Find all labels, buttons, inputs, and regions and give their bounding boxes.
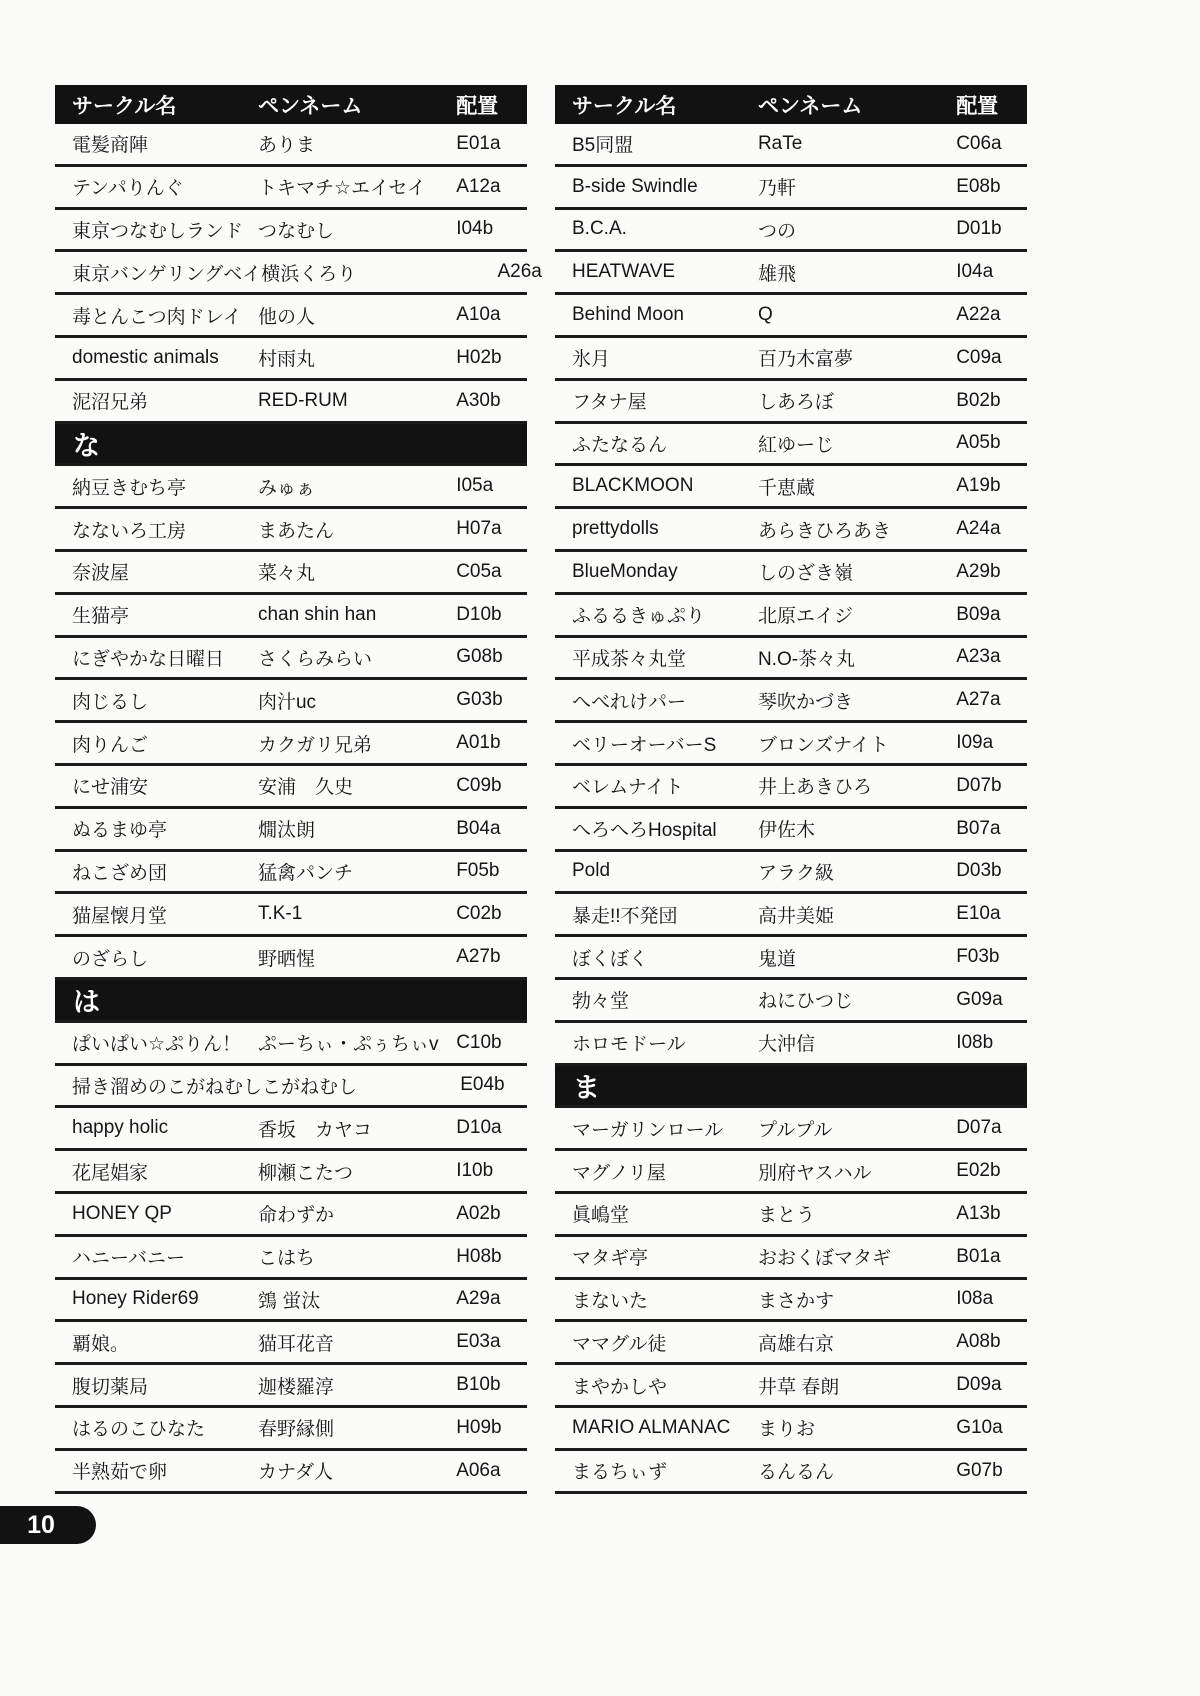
circle-name-cell: domestic animals [72, 346, 219, 368]
placement-cell: I10b [456, 1160, 494, 1182]
circle-name-cell: prettydolls [572, 518, 659, 540]
table-row [55, 1023, 527, 1066]
circle-name-cell: ベレムナイト [572, 777, 684, 799]
pen-name-cell: まあたん [257, 520, 334, 542]
circle-name-cell: ぬるまゆ亭 [72, 820, 168, 842]
circle-name-cell: HEATWAVE [572, 261, 676, 283]
pen-name-cell: 紅ゆーじ [757, 434, 834, 456]
circle-name-cell: はるのこひなた [72, 1419, 206, 1441]
table-row [555, 852, 1027, 895]
table-row [555, 1451, 1027, 1494]
circle-name-cell: 毒とんこつ肉ドレイ [72, 306, 242, 328]
circle-name-cell: ホロモドール [572, 1034, 686, 1056]
table-row [55, 1066, 527, 1109]
pen-name-cell: 井草 春朗 [757, 1376, 840, 1398]
pen-name-cell: カクガリ兄弟 [257, 734, 372, 756]
table-row [55, 124, 527, 167]
placement-cell: A12a [456, 175, 501, 197]
pen-name-cell: プルプル [757, 1119, 833, 1141]
placement-cell: A05b [956, 432, 1001, 454]
placement-cell: I05a [456, 475, 494, 497]
pen-name-cell: 香坂 カヤコ [257, 1119, 372, 1141]
placement-cell: D07a [956, 1117, 1002, 1139]
circle-name-cell: 掃き溜めのこがねむし [72, 1076, 263, 1098]
pen-name-cell: RED-RUM [257, 389, 348, 411]
placement-cell: B07a [956, 817, 1001, 839]
placement-cell: A01b [456, 732, 501, 754]
left-table [55, 85, 542, 1494]
circle-name-cell: へろへろHospital [572, 820, 717, 842]
pen-name-cell: 鬼道 [757, 948, 796, 970]
section-header: は [55, 980, 527, 1023]
circle-name-cell: マタギ亭 [572, 1248, 649, 1270]
placement-cell: B04a [456, 817, 501, 839]
table-row [555, 1151, 1027, 1194]
circle-name-cell: HONEY QP [72, 1202, 172, 1224]
pen-name-cell: T.K-1 [257, 903, 303, 925]
table-row [55, 680, 527, 723]
circle-name-cell: へべれけパー [572, 691, 687, 713]
pen-name-cell: ありま [257, 135, 315, 157]
column-header-placement: 配置 [956, 94, 999, 118]
placement-cell: C09b [456, 774, 502, 796]
table-row [555, 680, 1027, 723]
table-row [555, 809, 1027, 852]
pen-name-cell: 大沖信 [757, 1034, 815, 1056]
circle-name-cell: にぎやかな日曜日 [72, 648, 225, 670]
pen-name-cell: 野晒惺 [257, 948, 315, 970]
placement-cell: G10a [956, 1416, 1003, 1438]
table-row [55, 252, 542, 295]
circle-name-cell: テンパりんぐ [72, 178, 184, 200]
pen-name-cell: ぷーちぃ・ぷぅちぃv [257, 1034, 439, 1056]
pen-name-cell: ねにひつじ [757, 991, 853, 1013]
placement-cell: A10a [456, 304, 501, 326]
pen-name-cell: 猫耳花音 [257, 1333, 334, 1355]
circle-name-cell: 電髪商陣 [72, 135, 149, 157]
placement-cell: D10b [456, 603, 502, 625]
circle-name-cell: B-side Swindle [572, 175, 698, 197]
table-row [555, 1108, 1027, 1151]
pen-name-cell: おおくぼマタギ [757, 1248, 891, 1270]
circle-name-cell: 猫屋懐月堂 [72, 905, 168, 927]
circle-name-cell: Pold [572, 860, 611, 882]
table-row [55, 466, 527, 509]
pen-name-cell: こがねむし [262, 1076, 358, 1098]
placement-cell: B09a [956, 603, 1001, 625]
circle-name-cell: のざらし [72, 948, 149, 970]
pen-name-cell: 北原エイジ [757, 606, 853, 628]
table-row [55, 509, 527, 552]
placement-cell: B01a [956, 1245, 1001, 1267]
placement-cell: A26a [497, 261, 542, 283]
table-row [55, 852, 527, 895]
placement-cell: H07a [456, 518, 502, 540]
pen-name-cell: 村雨丸 [257, 349, 315, 371]
table-row [55, 381, 527, 424]
circle-name-cell: Honey Rider69 [72, 1288, 199, 1310]
column-header-circle: サークル名 [72, 94, 177, 118]
placement-cell: C09a [956, 346, 1002, 368]
table-row [555, 980, 1027, 1023]
placement-cell: B02b [956, 389, 1001, 411]
pen-name-cell: 琴吹かづき [757, 691, 853, 713]
circle-name-cell: 半熟茹で卵 [72, 1462, 168, 1484]
table-header [555, 85, 1027, 124]
placement-cell: A29b [956, 560, 1001, 582]
placement-cell: C06a [956, 132, 1002, 154]
pen-name-cell: ブロンズナイト [757, 734, 889, 756]
pen-name-cell: 春野縁側 [257, 1419, 334, 1441]
placement-cell: B10b [456, 1374, 501, 1395]
right-table-body [555, 124, 1027, 1494]
placement-cell: I09a [956, 732, 994, 754]
table-row [555, 1280, 1027, 1323]
circle-name-cell: ふるるきゅぷり [572, 606, 706, 628]
table-row [555, 295, 1027, 338]
pen-name-cell: つの [757, 220, 796, 242]
placement-cell: E02b [956, 1160, 1001, 1182]
column-header-circle: サークル名 [572, 94, 677, 118]
pen-name-cell: みゅぁ [257, 477, 315, 499]
circle-name-cell: 生猫亭 [72, 606, 130, 628]
pen-name-cell: アラク級 [757, 862, 834, 884]
circle-name-cell: ふたなるん [572, 434, 668, 456]
table-row [555, 595, 1027, 638]
circle-name-cell: 東京つなむしランド [72, 220, 244, 242]
pen-name-cell: 乃軒 [757, 178, 796, 200]
table-row [555, 1194, 1027, 1237]
circle-name-cell: 肉じるし [72, 691, 149, 713]
table-row [55, 295, 527, 338]
placement-cell: G07b [956, 1459, 1003, 1481]
table-header [55, 85, 527, 124]
table-row [555, 937, 1027, 980]
table-row [555, 210, 1027, 253]
pen-name-cell: カナダ人 [257, 1462, 334, 1484]
pen-name-cell: Q [757, 304, 773, 326]
table-row [555, 1322, 1027, 1365]
table-row [55, 1451, 527, 1494]
circle-name-cell: ママグル徒 [572, 1333, 667, 1355]
circle-name-cell: 暴走!!不発団 [572, 905, 678, 927]
placement-cell: A27a [956, 689, 1001, 711]
pen-name-cell: 別府ヤスハル [757, 1162, 872, 1184]
placement-cell: G09a [956, 988, 1003, 1010]
placement-cell: G03b [456, 689, 503, 711]
circle-name-cell: ねこざめ団 [72, 862, 168, 884]
table-row [55, 723, 527, 766]
table-row [555, 252, 1027, 295]
circle-name-cell: 平成茶々丸堂 [572, 648, 687, 670]
placement-cell: I04b [456, 218, 494, 240]
pen-name-cell: 猛禽パンチ [257, 862, 353, 884]
placement-cell: A13b [956, 1202, 1001, 1224]
table-row [55, 809, 527, 852]
placement-cell: A27b [456, 946, 501, 968]
pen-name-cell: 千恵蔵 [757, 477, 815, 499]
table-row [555, 638, 1027, 681]
placement-cell: E08b [956, 175, 1001, 197]
placement-cell: C10b [456, 1031, 502, 1053]
circle-name-cell: Behind Moon [572, 304, 684, 326]
circle-name-cell: 奈波屋 [72, 563, 130, 585]
pen-name-cell: まさかす [757, 1290, 834, 1312]
pen-name-cell: 命わずか [257, 1205, 334, 1227]
table-row [555, 1365, 1027, 1408]
circle-name-cell: 納豆きむち亭 [72, 477, 187, 499]
table-row [55, 766, 527, 809]
pen-name-cell: トキマチ☆エイセイ [257, 178, 426, 200]
pen-name-cell: 燗汰朗 [257, 820, 315, 842]
placement-cell: F03b [956, 946, 1000, 968]
pen-name-cell: しのざき嶺 [757, 563, 853, 585]
placement-cell: I04a [956, 261, 994, 283]
placement-cell: D10a [456, 1117, 502, 1139]
table-row [55, 338, 527, 381]
pen-name-cell: つなむし [257, 220, 334, 242]
table-row [55, 638, 527, 681]
circle-name-cell: 東京バンゲリングベイ横浜 [72, 263, 300, 285]
pen-name-cell: 高井美姫 [757, 905, 834, 927]
pen-name-cell: まとう [757, 1205, 815, 1227]
placement-cell: D01b [956, 218, 1002, 240]
placement-cell: A24a [956, 518, 1001, 540]
table-row [55, 937, 527, 980]
placement-cell: A22a [956, 304, 1001, 326]
circle-name-cell: まるちぃず [572, 1462, 668, 1484]
circle-name-cell: 花尾娼家 [72, 1162, 149, 1184]
pen-name-cell: まりお [757, 1419, 815, 1441]
placement-cell: A23a [956, 646, 1001, 668]
circle-name-cell: まやかしや [572, 1376, 668, 1398]
table-row [55, 1108, 527, 1151]
pen-name-cell: 菜々丸 [257, 563, 315, 585]
table-row [55, 1322, 527, 1365]
circle-name-cell: B5同盟 [572, 135, 634, 157]
placement-cell: D03b [956, 860, 1002, 882]
page-number-badge: 10 [0, 1506, 96, 1544]
table-row [555, 338, 1027, 381]
table-row [555, 1408, 1027, 1451]
placement-cell: C05a [456, 560, 502, 582]
placement-cell: A29a [456, 1288, 501, 1310]
pen-name-cell: 他の人 [257, 306, 315, 328]
circle-name-cell: happy holic [72, 1117, 169, 1139]
placement-cell: I08b [956, 1031, 994, 1053]
circle-name-cell: 肉りんご [72, 734, 149, 756]
table-row [55, 1194, 527, 1237]
table-row [555, 894, 1027, 937]
table-row [55, 210, 527, 253]
placement-cell: E04b [460, 1074, 505, 1096]
pen-name-cell: あらきひろあき [757, 520, 891, 542]
table-row [55, 1280, 527, 1323]
table-row [55, 1237, 527, 1280]
placement-cell: C02b [456, 903, 502, 925]
column-header-placement: 配置 [456, 94, 499, 118]
circle-name-cell: 眞嶋堂 [572, 1205, 630, 1227]
table-row [55, 552, 527, 595]
circle-name-cell: フタナ屋 [572, 392, 647, 414]
circle-name-cell: なないろ工房 [72, 520, 187, 542]
table-row [555, 1237, 1027, 1280]
pen-name-cell: 迦楼羅淳 [257, 1376, 334, 1398]
table-row [55, 1408, 527, 1451]
circle-name-cell: ぱいぱい☆ぷりん！ [72, 1034, 242, 1056]
pen-name-cell: しあろぼ [757, 392, 834, 414]
section-header: ま [555, 1066, 1027, 1109]
table-row [555, 552, 1027, 595]
pen-name-cell: 安浦 久史 [257, 777, 353, 799]
circle-name-cell: BlueMonday [572, 560, 678, 582]
placement-cell: A30b [456, 389, 501, 411]
circle-name-cell: ベリーオーバーS [572, 734, 717, 756]
circle-name-cell: にせ浦安 [72, 777, 149, 799]
placement-cell: D09a [956, 1374, 1002, 1395]
circle-name-cell: MARIO ALMANAC [572, 1416, 731, 1438]
circle-name-cell: BLACKMOON [572, 475, 694, 497]
placement-cell: F05b [456, 860, 500, 882]
table-row [555, 424, 1027, 467]
column-header-pen: ペンネーム [757, 94, 863, 118]
table-row [555, 124, 1027, 167]
pen-name-cell: 雄飛 [757, 263, 796, 285]
circle-name-cell: B.C.A. [572, 218, 627, 240]
table-row [555, 509, 1027, 552]
placement-cell: A06a [456, 1459, 501, 1481]
right-table [555, 85, 1027, 1494]
pen-name-cell: 百乃木富夢 [757, 349, 853, 371]
pen-name-cell: N.O-茶々丸 [757, 648, 856, 670]
placement-cell: H09b [456, 1416, 502, 1438]
placement-cell: A08b [956, 1331, 1001, 1353]
pen-name-cell: こはち [257, 1248, 315, 1270]
circle-name-cell: ハニーバニー [72, 1248, 186, 1270]
circle-name-cell: 勃々堂 [572, 991, 630, 1013]
circle-name-cell: マーガリンロール [572, 1119, 724, 1141]
circle-name-cell: 覇娘。 [72, 1333, 130, 1355]
circle-name-cell: マグノリ屋 [572, 1162, 666, 1184]
placement-cell: E03a [456, 1331, 501, 1353]
circle-name-cell: 氷月 [572, 349, 611, 371]
pen-name-cell: 高雄右京 [757, 1333, 834, 1355]
placement-cell: I08a [956, 1288, 994, 1310]
circle-name-cell: まないた [572, 1290, 649, 1312]
placement-cell: G08b [456, 646, 503, 668]
placement-cell: E10a [956, 903, 1001, 925]
table-row [555, 1023, 1027, 1066]
pen-name-cell: 井上あきひろ [757, 777, 872, 799]
table-row [55, 1365, 527, 1408]
pen-name-cell: くろり [299, 263, 357, 285]
pen-name-cell: るんるん [757, 1462, 834, 1484]
pen-name-cell: 柳瀬こたつ [257, 1162, 353, 1184]
circle-name-cell: 泥沼兄弟 [72, 392, 149, 414]
pen-name-cell: さくらみらい [257, 648, 372, 670]
table-row [555, 381, 1027, 424]
placement-cell: E01a [456, 132, 501, 154]
left-table-body [55, 124, 542, 1494]
placement-cell: D07b [956, 774, 1002, 796]
pen-name-cell: RaTe [757, 132, 803, 154]
table-row [55, 1151, 527, 1194]
section-header: な [55, 424, 527, 467]
circle-name-cell: 腹切薬局 [72, 1376, 149, 1398]
placement-cell: H02b [456, 346, 502, 368]
pen-name-cell: 肉汁uc [257, 691, 317, 713]
pen-name-cell: 伊佐木 [757, 820, 815, 842]
table-row [555, 466, 1027, 509]
pen-name-cell: chan shin han [257, 603, 377, 625]
table-row [55, 167, 527, 210]
column-header-pen: ペンネーム [257, 94, 363, 118]
pen-name-cell: 鵼 蛍汰 [257, 1290, 321, 1312]
placement-cell: A02b [456, 1202, 501, 1224]
circle-name-cell: ぼくぼく [572, 948, 649, 970]
table-row [555, 766, 1027, 809]
table-row [55, 894, 527, 937]
placement-cell: A19b [956, 475, 1001, 497]
table-row [555, 167, 1027, 210]
table-row [55, 595, 527, 638]
placement-cell: H08b [456, 1245, 502, 1267]
table-row [555, 723, 1027, 766]
